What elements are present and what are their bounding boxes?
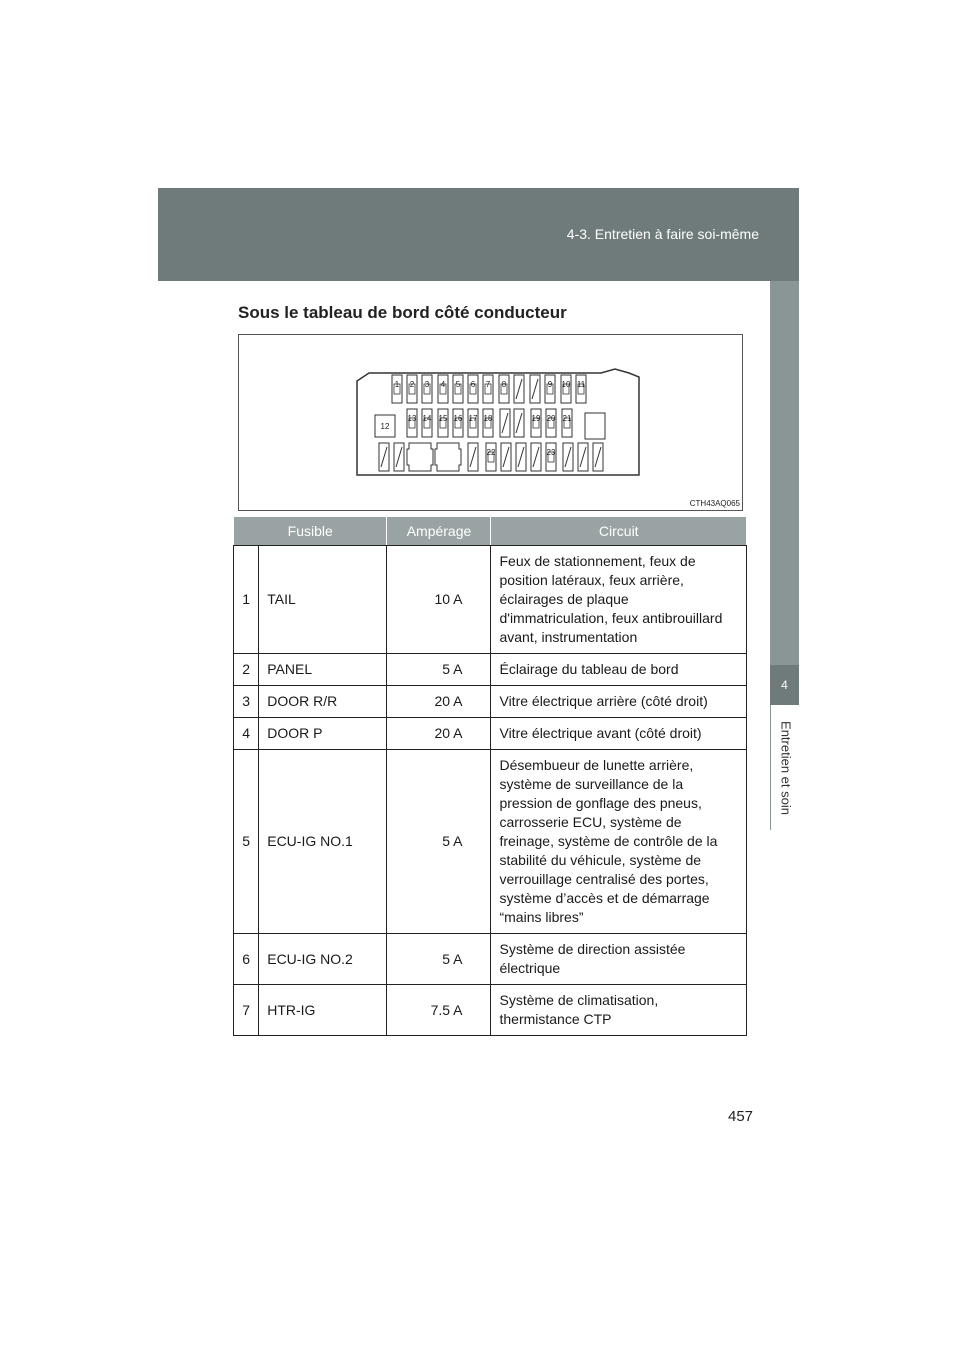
fuse-name: ECU-IG NO.2 [259,934,387,985]
relay-socket [585,413,605,439]
fuse-label: 5 [455,380,461,389]
table-row [234,654,747,686]
fuse-circuit: Système de direction assistée électrique [491,934,747,985]
fuse-number: 7 [234,985,259,1036]
fuse-amperage: 10 A [387,546,491,654]
fuse-label: 19 [531,414,541,423]
fuse-name: DOOR P [259,718,387,750]
fuse-label: 16 [453,414,463,423]
side-tab-number: 4 [770,665,799,705]
fuse-box-illustration [239,335,742,510]
side-tab-strip [770,281,799,665]
connector-socket-1 [407,443,433,471]
fuse-circuit: Vitre électrique arrière (côté droit) [491,686,747,718]
fuse-amperage: 5 A [387,934,491,985]
fuse-number: 1 [234,546,259,654]
fuse-label: 10 [561,380,571,389]
fuse-label: 14 [422,414,432,423]
fuse-number: 3 [234,686,259,718]
fuse-circuit: Éclairage du tableau de bord [491,654,747,686]
chapter-header-band [158,188,799,281]
section-title: Sous le tableau de bord côté conducteur [238,303,567,322]
table-row [234,546,747,654]
fuse-label: 9 [547,380,553,389]
fuse-name: DOOR R/R [259,686,387,718]
connector-socket-2 [435,443,461,471]
fuse-label: 2 [409,380,415,389]
fuse-amperage: 20 A [387,718,491,750]
fuse-name: ECU-IG NO.1 [259,750,387,934]
fuse-circuit: Vitre électrique avant (côté droit) [491,718,747,750]
fuse-amperage: 7.5 A [387,985,491,1036]
fuse-number: 6 [234,934,259,985]
fuse-number: 5 [234,750,259,934]
fuse-label: 12 [380,422,390,431]
fuse-label: 23 [546,448,556,457]
fuse-name: PANEL [259,654,387,686]
fuse-label: 7 [485,380,491,389]
table-row [234,985,747,1036]
side-tab-label-text: Entretien et soin [778,720,793,815]
fuse-label: 15 [438,414,448,423]
fuse-label: 21 [562,414,572,423]
fuse-circuit: Système de climatisation, thermistance CTP [491,985,747,1036]
header-fusible: Fusible [234,517,387,546]
fuse-number: 4 [234,718,259,750]
fuse-label: 22 [486,448,496,457]
fuse-circuit: Feux de stationnement, feux de position latéraux, feux arrière, éclairages de plaque d'immatriculation, feux antibrouillard avant, instrumentation [491,546,747,654]
fuse-table-header-row [234,517,747,546]
fuse-label: 8 [501,380,507,389]
fuse-box-diagram [238,334,743,511]
fuse-circuit: Désembueur de lunette arrière, système de surveillance de la pression de gonflage des pneus, carrosserie ECU, système de freinage, système de contrôle de la stabilité du véhicule, système de verrouillage centralisé des portes, système d’accès et de démarrage “mains libres” [491,750,747,934]
fuse-name: TAIL [259,546,387,654]
fuse-amperage: 5 A [387,654,491,686]
fuse-label: 6 [470,380,476,389]
header-amperage: Ampérage [387,517,491,546]
fuse-label: 11 [576,380,586,389]
header-circuit: Circuit [491,517,747,546]
chapter-section-title: 4-3. Entretien à faire soi-même [566,226,759,242]
fuse-label: 17 [468,414,478,423]
table-row [234,718,747,750]
fuse-table [233,517,747,1036]
fuse-label: 18 [483,414,493,423]
diagram-code: CTH43AQ065 [689,499,740,508]
fuse-label: 3 [424,380,430,389]
fuse-name: HTR-IG [259,985,387,1036]
page-number: 457 [728,1108,754,1125]
fuse-label: 13 [407,414,417,423]
fuse-number: 2 [234,654,259,686]
fuse-label: 20 [546,414,556,423]
fuse-amperage: 20 A [387,686,491,718]
table-row [234,686,747,718]
fuse-label: 1 [394,380,400,389]
table-row [234,750,747,934]
fuse-amperage: 5 A [387,750,491,934]
side-tab-label [770,705,800,830]
fuse-label: 4 [440,380,446,389]
table-row [234,934,747,985]
